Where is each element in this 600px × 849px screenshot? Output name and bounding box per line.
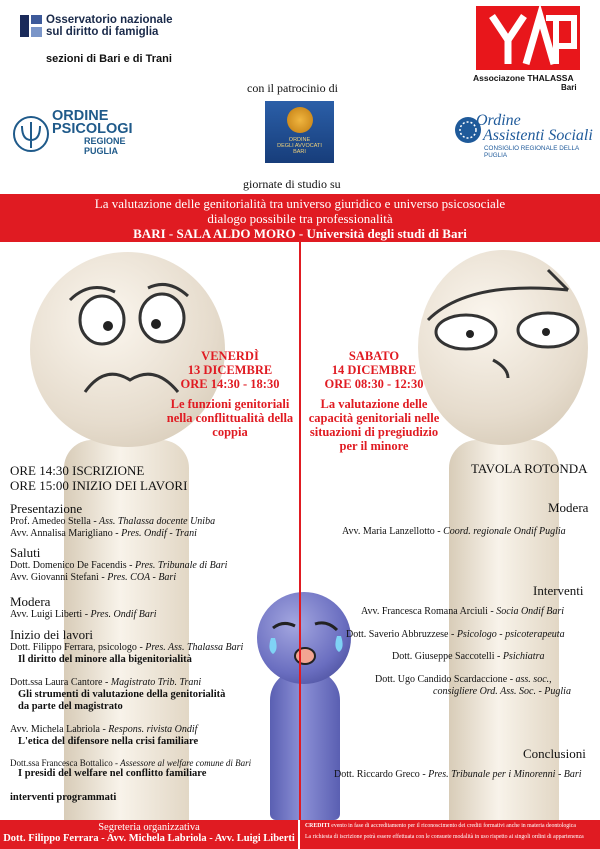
list-item: Dott. Saverio Abbruzzese - Psicologo - psicoterapeuta (346, 629, 565, 640)
talk-title: Gli strumenti di valutazione della genitorialità (18, 689, 226, 700)
banner-venue: BARI - SALA ALDO MORO - Università degli studi di Bari (133, 226, 467, 241)
registration-note: La richiesta di iscrizione potrà essere effettuata con le consuete modalità in uso rispetto ai singoli ordini di appartenenza (305, 834, 584, 840)
list-item: Avv. Maria Lanzellotto - Coord. regionale Ondif Puglia (342, 526, 566, 537)
credits-text: CREDITI evento in fase di accreditamento per il riconoscimento dei crediti formativi anche in materia deontologica (305, 823, 576, 829)
talk-title: da parte del magistrato (18, 701, 123, 712)
list-item: Avv. Michela Labriola - Respons. rivista Ondif (10, 724, 198, 735)
list-item: Dott.ssa Laura Cantore - Magistrato Trib. Trani (10, 677, 202, 688)
schedule-times (10, 463, 187, 493)
assistenti-sociali-label: Assistenti Sociali (483, 127, 593, 144)
day1-header: VENERDÌ 13 DICEMBRE ORE 14:30 - 18:30 Le funzioni genitoriali nella conflittualità della coppia (166, 349, 294, 439)
assistenti-sub-label: CONSIGLIO REGIONALE DELLA PUGLIA (484, 145, 579, 159)
list-item: Avv. Annalisa Marigliano - Pres. Ondif - Trani (10, 528, 197, 539)
ordine-psicologi-label: ORDINE PSICOLOGI (52, 108, 133, 137)
section-interventi: Interventi (533, 583, 584, 598)
tavola-rotonda-label: TAVOLA ROTONDA (471, 461, 588, 476)
day2-header: SABATO 14 DICEMBRE ORE 08:30 - 12:30 La valutazione delle capacità genitoriali nelle situazioni di pregiudizio per il minore (308, 349, 440, 453)
crying-face-icon (257, 592, 351, 684)
observatory-title: Osservatorio nazionale sul diritto di famiglia (46, 14, 173, 38)
registration-time: ORE 14:30 ISCRIZIONE (10, 463, 145, 478)
list-item: Avv. Francesca Romana Arciuli - Socia Ondif Bari (361, 606, 565, 617)
study-days-label: giornate di studio su (243, 177, 341, 191)
thalassa-logo (476, 6, 580, 70)
list-item: Dott. Filippo Ferrara, psicologo - Pres. Ass. Thalassa Bari (10, 642, 244, 653)
psi-symbol-icon (12, 114, 50, 154)
list-item: Avv. Luigi Liberti - Pres. Ondif Bari (10, 609, 157, 620)
list-item: Dott. Ugo Candido Scardaccione - ass. soc., (375, 674, 552, 685)
list-item: Dott. Giuseppe Saccotelli - Psichiatra (392, 651, 545, 662)
crying-child-figure (257, 592, 351, 684)
talk-title: Il diritto del minore alla bigenitorialità (18, 654, 192, 665)
thalassa-name: Associazone THALASSA (473, 73, 574, 83)
banner-subtitle: dialogo possibile tra professionalità (207, 211, 393, 226)
observatory-sections: sezioni di Bari e di Trani (46, 53, 172, 65)
section-modera: Modera (10, 594, 51, 609)
section-saluti: Saluti (10, 545, 41, 560)
talk-title: L'etica del difensore nella crisi familiare (18, 736, 199, 747)
thalassa-city: Bari (561, 83, 577, 92)
ordine-avvocati-logo: ORDINE DEGLI AVVOCATI BARI (265, 101, 334, 163)
observatory-logo-icon (20, 15, 42, 37)
section-presentazione: Presentazione (10, 501, 83, 516)
list-item: Avv. Giovanni Stefanì - Pres. COA - Bari (10, 572, 177, 583)
seal-icon (287, 107, 313, 133)
column-divider (299, 242, 301, 820)
secretariat-label: Segreteria organizzativa (98, 822, 200, 833)
secretariat-names: Dott. Filippo Ferrara - Avv. Michela Labriola - Avv. Luigi Liberti (3, 833, 295, 844)
child-pawn-figure (270, 670, 340, 820)
banner-title: La valutazione delle genitorialità tra universo giuridico e universo psicosociale (94, 196, 506, 211)
patronage-label: con il patrocinio di (247, 81, 338, 95)
talk-title: I presidi del welfare nel conflitto familiare (18, 768, 207, 779)
list-item: Prof. Amedeo Stella - Ass. Thalassa docente Uniba (10, 516, 216, 527)
list-item: Dott.ssa Francesca Bottalico - Assessore al welfare comune di Bari (10, 758, 252, 768)
section-inizio-lavori: Inizio dei lavori (10, 627, 94, 642)
section-conclusioni: Conclusioni (523, 746, 586, 761)
interventi-programmati: interventi programmati (10, 792, 117, 803)
ordine-assistenti-label: Ordine (476, 112, 521, 129)
start-time: ORE 15:00 INIZIO DEI LAVORI (10, 478, 188, 493)
list-item: Dott. Domenico De Facendis - Pres. Tribunale di Bari (10, 560, 228, 571)
section-modera-right: Modera (548, 500, 589, 515)
thalassa-mark-icon (476, 6, 580, 70)
title-banner (0, 194, 600, 242)
psicologi-region-label: REGIONE PUGLIA (84, 136, 126, 156)
footer-credits (300, 820, 600, 849)
list-item: consigliere Ord. Ass. Soc. - Puglia (433, 686, 571, 697)
footer-secretariat (0, 820, 298, 849)
list-item: Dott. Riccardo Greco - Pres. Tribunale per i Minorenni - Bari (334, 769, 582, 780)
